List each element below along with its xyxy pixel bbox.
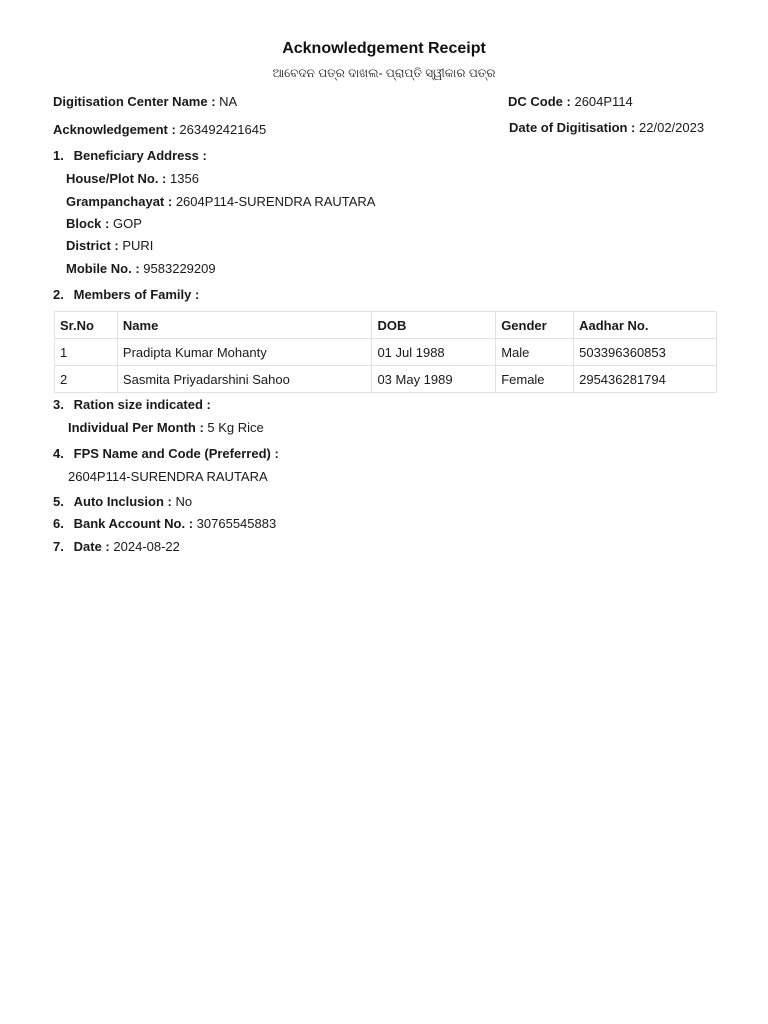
section-title: Ration size indicated : xyxy=(73,397,211,412)
cell-dob: 01 Jul 1988 xyxy=(372,339,496,366)
date-label: Date : xyxy=(73,539,110,554)
acknowledgement-label: Acknowledgement : xyxy=(53,122,176,137)
bank-account-label: Bank Account No. : xyxy=(73,516,194,531)
section-beneficiary-address xyxy=(53,148,207,163)
block-row xyxy=(66,216,142,231)
grampanchayat-row xyxy=(66,194,375,209)
table-row xyxy=(55,366,717,393)
section-auto-inclusion xyxy=(53,494,192,509)
header-aadhar: Aadhar No. xyxy=(574,312,717,339)
center-name-value: NA xyxy=(219,94,238,109)
date-value: 2024-08-22 xyxy=(113,539,180,554)
dc-code-label: DC Code : xyxy=(508,94,571,109)
fps-value: 2604P114-SURENDRA RAUTARA xyxy=(68,469,268,484)
digitisation-date-value: 22/02/2023 xyxy=(639,120,705,135)
auto-inclusion-value: No xyxy=(175,494,193,509)
individual-per-month-label: Individual Per Month : xyxy=(68,420,204,435)
section-date xyxy=(53,539,180,554)
cell-aadhar: 295436281794 xyxy=(574,366,717,393)
mobile-value: 9583229209 xyxy=(143,261,216,276)
header-sr-no: Sr.No xyxy=(55,312,118,339)
individual-per-month-value: 5 Kg Rice xyxy=(207,420,264,435)
dc-code-row xyxy=(508,94,633,109)
bank-account-value: 30765545883 xyxy=(196,516,277,531)
section-fps xyxy=(53,446,279,461)
section-number: 1. xyxy=(53,148,64,163)
center-name-row xyxy=(53,94,237,109)
section-ration-size xyxy=(53,397,211,412)
house-plot-label: House/Plot No. : xyxy=(66,171,167,186)
cell-sr-no: 2 xyxy=(55,366,118,393)
mobile-row xyxy=(66,261,216,276)
section-number: 6. xyxy=(53,516,64,531)
section-title: FPS Name and Code (Preferred) : xyxy=(73,446,279,461)
section-number: 4. xyxy=(53,446,64,461)
section-number: 3. xyxy=(53,397,64,412)
section-members-of-family xyxy=(53,287,199,302)
acknowledgement-value: 263492421645 xyxy=(179,122,267,137)
cell-gender: Female xyxy=(496,366,574,393)
cell-gender: Male xyxy=(496,339,574,366)
section-number: 5. xyxy=(53,494,64,509)
cell-sr-no: 1 xyxy=(55,339,118,366)
page-title: Acknowledgement Receipt xyxy=(282,40,486,57)
cell-dob: 03 May 1989 xyxy=(372,366,496,393)
header-name: Name xyxy=(117,312,372,339)
acknowledgement-row xyxy=(53,122,266,137)
grampanchayat-value: 2604P114-SURENDRA RAUTARA xyxy=(175,194,376,209)
section-title: Beneficiary Address : xyxy=(73,148,207,163)
digitisation-date-label: Date of Digitisation : xyxy=(509,120,636,135)
header-gender: Gender xyxy=(496,312,574,339)
house-plot-value: 1356 xyxy=(170,171,199,186)
grampanchayat-label: Grampanchayat : xyxy=(66,194,173,209)
district-value: PURI xyxy=(122,238,154,253)
house-plot-row xyxy=(66,171,199,186)
section-title: Members of Family : xyxy=(73,287,200,302)
cell-name: Pradipta Kumar Mohanty xyxy=(117,339,372,366)
auto-inclusion-label: Auto Inclusion : xyxy=(73,494,172,509)
block-value: GOP xyxy=(112,216,142,231)
page-subtitle-odia: ଆବେଦନ ପତ୍ର ଦାଖଲ- ପ୍ରାପ୍ତି ସ୍ୱୀକାର ପତ୍ର xyxy=(272,66,496,80)
family-members-table xyxy=(54,311,717,393)
fps-value-row xyxy=(68,469,268,484)
section-bank-account xyxy=(53,516,276,531)
digitisation-date-row xyxy=(509,120,704,135)
district-label: District : xyxy=(66,238,119,253)
cell-aadhar: 503396360853 xyxy=(574,339,717,366)
district-row xyxy=(66,238,153,253)
center-name-label: Digitisation Center Name : xyxy=(53,94,216,109)
cell-name: Sasmita Priyadarshini Sahoo xyxy=(117,366,372,393)
table-row xyxy=(55,339,717,366)
dc-code-value: 2604P114 xyxy=(574,94,633,109)
header-dob: DOB xyxy=(372,312,496,339)
table-header-row xyxy=(55,312,717,339)
section-number: 2. xyxy=(53,287,64,302)
block-label: Block : xyxy=(66,216,110,231)
individual-per-month-row xyxy=(68,420,264,435)
mobile-label: Mobile No. : xyxy=(66,261,140,276)
section-number: 7. xyxy=(53,539,64,554)
